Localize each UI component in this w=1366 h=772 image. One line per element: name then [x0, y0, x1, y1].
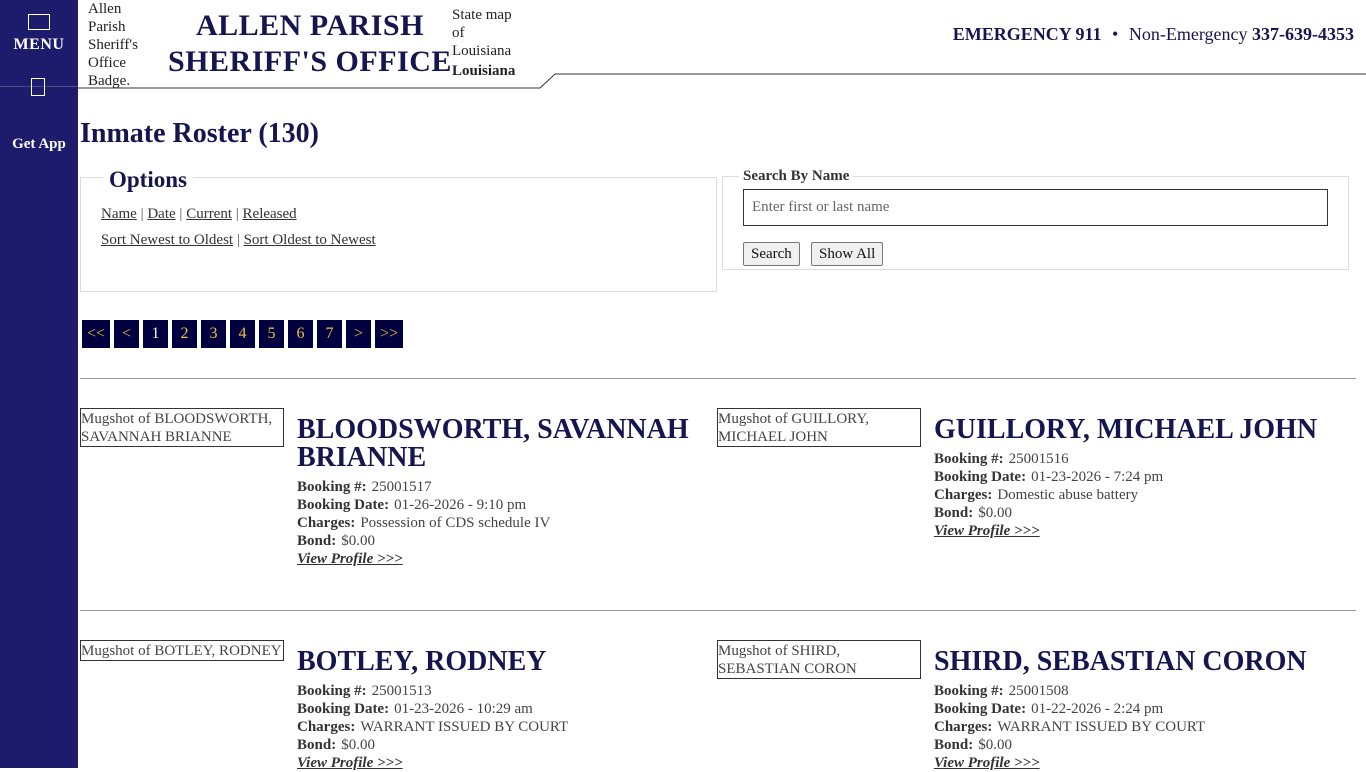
inmate-name[interactable]: GUILLORY, MICHAEL JOHN [934, 414, 1318, 445]
bond: $0.00 [341, 737, 375, 753]
booking-number-row [934, 450, 1334, 468]
charges-row [934, 486, 1334, 504]
field-label: Booking Date: [934, 701, 1027, 717]
show-all-button[interactable]: Show All [811, 242, 883, 266]
booking-number: 25001508 [1008, 683, 1069, 699]
booking-date: 01-23-2026 - 10:29 am [394, 701, 533, 717]
page-link[interactable]: 5 [259, 320, 284, 348]
divider [80, 610, 1356, 611]
filter-current-link[interactable]: Current [186, 206, 233, 222]
field-label: Booking #: [934, 683, 1004, 699]
field-label: Bond: [934, 737, 974, 753]
page-link[interactable]: 6 [288, 320, 313, 348]
bond: $0.00 [978, 505, 1012, 521]
menu-button[interactable] [0, 10, 78, 60]
charges: WARRANT ISSUED BY COURT [997, 719, 1206, 735]
page-link[interactable]: 2 [172, 320, 197, 348]
search-button[interactable]: Search [743, 242, 800, 266]
sort-links [101, 232, 376, 249]
non-emergency-label: Non-Emergency [1128, 24, 1248, 44]
view-profile-link[interactable]: View Profile >>> [297, 755, 403, 771]
charges-row [297, 718, 697, 736]
sort-oldest-link[interactable]: Sort Oldest to Newest [243, 232, 376, 248]
charges: Possession of CDS schedule IV [360, 515, 551, 531]
page-link[interactable]: > [346, 320, 371, 348]
emergency-label[interactable]: EMERGENCY 911 [952, 24, 1102, 44]
bond-row [934, 736, 1334, 754]
contact-info [953, 24, 1354, 45]
link-separator: | [236, 232, 240, 248]
field-label: Charges: [934, 719, 993, 735]
divider [80, 378, 1356, 379]
link-separator: | [179, 206, 183, 222]
bond-row [297, 736, 697, 754]
field-label: Bond: [297, 737, 337, 753]
contact-separator: • [1112, 24, 1119, 44]
view-profile-link[interactable]: View Profile >>> [934, 523, 1040, 539]
charges-row [934, 718, 1334, 736]
booking-number: 25001513 [371, 683, 432, 699]
booking-date: 01-22-2026 - 2:24 pm [1031, 701, 1164, 717]
record-info [297, 648, 697, 772]
field-label: Booking Date: [934, 469, 1027, 485]
charges-row [297, 514, 697, 532]
page-link[interactable]: < [114, 320, 139, 348]
search-legend: Search By Name [739, 168, 853, 185]
field-label: Bond: [934, 505, 974, 521]
booking-date: 01-26-2026 - 9:10 pm [394, 497, 527, 513]
booking-number: 25001517 [371, 479, 432, 495]
inmate-name[interactable]: BLOODSWORTH, SAVANNAH BRIANNE [297, 414, 689, 473]
link-separator: | [235, 206, 239, 222]
bond-row [297, 532, 697, 550]
menu-label: MENU [13, 36, 65, 53]
bond: $0.00 [341, 533, 375, 549]
view-profile-link[interactable]: View Profile >>> [297, 551, 403, 567]
page-title: Inmate Roster (130) [80, 118, 319, 149]
field-label: Booking Date: [297, 701, 390, 717]
field-label: Booking #: [297, 479, 367, 495]
record-info [934, 648, 1334, 772]
mugshot-image[interactable]: Mugshot of SHIRD, SEBASTIAN CORON [717, 640, 921, 679]
search-panel [722, 168, 1349, 270]
hamburger-icon [28, 14, 50, 30]
bond-row [934, 504, 1334, 522]
field-label: Charges: [297, 515, 356, 531]
record-info [934, 416, 1334, 540]
booking-date-row [934, 700, 1334, 718]
site-title-line2: SHERIFF'S OFFICE [168, 45, 452, 78]
booking-date-row [934, 468, 1334, 486]
filter-date-link[interactable]: Date [147, 206, 176, 222]
sort-newest-link[interactable]: Sort Newest to Oldest [101, 232, 234, 248]
page-link[interactable]: << [82, 320, 110, 348]
state-label: Louisiana [452, 63, 516, 79]
page-link[interactable]: 1 [143, 320, 168, 348]
sidebar [0, 0, 78, 768]
mugshot-image[interactable]: Mugshot of BOTLEY, RODNEY [80, 640, 284, 661]
non-emergency-number[interactable]: 337-639-4353 [1252, 24, 1354, 44]
charges: WARRANT ISSUED BY COURT [360, 719, 569, 735]
booking-date: 01-23-2026 - 7:24 pm [1031, 469, 1164, 485]
booking-number-row [934, 682, 1334, 700]
booking-number: 25001516 [1008, 451, 1069, 467]
link-separator: | [140, 206, 144, 222]
mugshot-image[interactable]: Mugshot of GUILLORY, MICHAEL JOHN [717, 408, 921, 447]
site-title-line1: ALLEN PARISH [195, 9, 424, 42]
phone-icon[interactable] [31, 78, 45, 96]
page-link[interactable]: >> [375, 320, 403, 348]
field-label: Charges: [934, 487, 993, 503]
get-app-link[interactable]: Get App [12, 136, 66, 152]
field-label: Bond: [297, 533, 337, 549]
options-legend: Options [103, 167, 193, 193]
filter-name-link[interactable]: Name [101, 206, 137, 222]
search-input[interactable] [743, 189, 1328, 226]
options-panel [80, 167, 717, 292]
booking-date-row [297, 496, 697, 514]
page-link[interactable]: 4 [230, 320, 255, 348]
page-link[interactable]: 3 [201, 320, 226, 348]
mugshot-image[interactable]: Mugshot of BLOODSWORTH, SAVANNAH BRIANNE [80, 408, 284, 447]
inmate-name[interactable]: BOTLEY, RODNEY [297, 646, 547, 677]
record-info [297, 416, 697, 568]
booking-number-row [297, 682, 697, 700]
booking-date-row [297, 700, 697, 718]
field-label: Booking Date: [297, 497, 390, 513]
field-label: Booking #: [297, 683, 367, 699]
view-profile-link[interactable]: View Profile >>> [934, 755, 1040, 771]
sheriff-badge-logo[interactable]: Allen Parish Sheriff's Office Badge. [88, 1, 138, 88]
pagination [82, 320, 403, 348]
filter-released-link[interactable]: Released [242, 206, 297, 222]
site-title[interactable] [168, 8, 452, 80]
booking-number-row [297, 478, 697, 496]
filter-links [101, 206, 297, 223]
charges: Domestic abuse battery [997, 487, 1139, 503]
page-link[interactable]: 7 [317, 320, 342, 348]
field-label: Charges: [297, 719, 356, 735]
state-map-image: State map of Louisiana [452, 7, 512, 59]
field-label: Booking #: [934, 451, 1004, 467]
inmate-name[interactable]: SHIRD, SEBASTIAN CORON [934, 646, 1307, 677]
site-header [78, 0, 1366, 90]
bond: $0.00 [978, 737, 1012, 753]
